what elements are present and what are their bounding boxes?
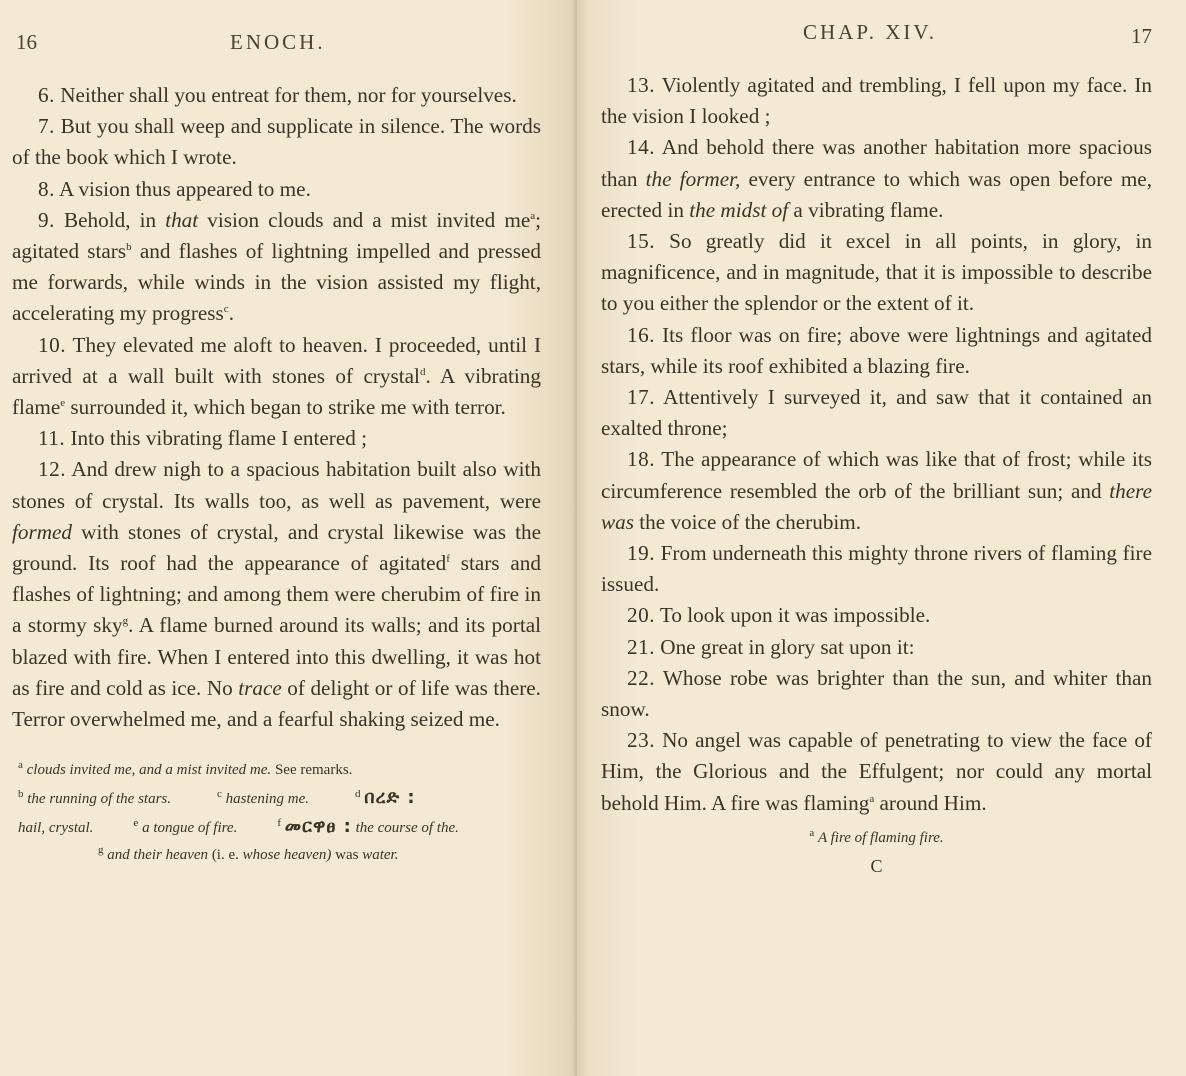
verse-7: 7. But you shall weep and supplicate in silence. The words of the book which I wrote.: [12, 114, 541, 170]
verse-12: 12. And drew nigh to a spacious habitation built also with stones of crystal. Its walls too, as well as pavement, were formed with stones of crystal, and crystal likewise was the ground. Its roof had the appearance of agitated$^f$ stars and flashes of lightning; and among them were cherubim of fire in a stormy sky$^g$. A flame burned around its walls; and its portal blazed with fire. When I entered into this dwelling, it was hot as fire and cold as ice. No trace of delight or of life was there. Terror overwhelmed me, and a fearful shaking seized me.: [12, 457, 541, 732]
verse-9: 9. Behold, in that vision clouds and a mist invited $me^a$; agitated stars$^b$ and flashes of lightning impelled and pressed me forwards, while winds in the vision assisted my flight, accelerating my progress$^c$.: [12, 207, 541, 326]
right-running-head: [601, 20, 1152, 60]
right-page-number: 17: [1131, 24, 1152, 48]
verse-17: 17. Attentively I surveyed it, and saw that it contained an exalted throne;: [601, 385, 1152, 441]
right-page: [577, 0, 1186, 1076]
verse-19: 19. From underneath this mighty throne rivers of flaming fire issued.: [601, 541, 1152, 597]
verse-8: 8. A vision thus appeared to me.: [38, 176, 311, 201]
verse-10: 10. They elevated me aloft to heaven. I proceeded, until I arrived at a wall built with stones of crystal$^d$. A vibrating flame$^e$ surrounded it, which began to strike me with terror.: [12, 332, 541, 420]
footnote-ref-d: d: [419, 365, 426, 378]
verse-16: 16. Its floor was on fire; above were lightnings and agitated stars, while its roof exhibited a blazing fire.: [601, 322, 1152, 378]
ethiopic-word-bared: በረድ :: [364, 787, 416, 809]
left-page: [0, 0, 577, 1076]
verse-21: 21. One great in glory sat upon it:: [627, 634, 915, 659]
right-footnotes: $^a$ A fire of flaming fire.: [809, 826, 944, 846]
footnote-ref-c: c: [223, 303, 229, 316]
footnote-line-1: $^a$ clouds invited me, and a mist invited me. See remarks.: [18, 759, 353, 779]
signature-mark: C: [870, 855, 883, 876]
footnote-line-2: $^b$ the running of the stars. $^c$ hastening me. $^d$ በረድ :: [18, 787, 416, 809]
ethiopic-word-merwase: መርዋፀ :: [284, 816, 352, 838]
verse-23: 23. No angel was capable of penetrating to view the face of Him, the Glorious and the Effulgent; nor could any mortal behold Him. A fire was flaming$^a$ around Him.: [601, 728, 1152, 815]
verse-14: 14. And behold there was another habitation more spacious than the former, every entrance to which was open before me, erected in the midst of a vibrating flame.: [601, 135, 1153, 222]
footnote-ref-e: e: [60, 396, 66, 409]
right-body-text: [601, 70, 1152, 819]
left-body-text: [12, 80, 541, 735]
footnote-ref-a: a: [869, 792, 875, 805]
footnote-ref-a: a: [530, 209, 536, 222]
footnote-ref-g: g: [122, 615, 129, 628]
verse-15: 15. So greatly did it excel in all points, in glory, in magnificence, and in magnitude, that it is impossible to describe to you either the splendor or the extent of it.: [601, 229, 1152, 316]
left-page-number: 16: [16, 30, 37, 54]
verse-11: 11. Into this vibrating flame I entered ;: [38, 426, 368, 451]
left-footnotes: [12, 757, 541, 869]
footnote-ref-b: b: [126, 240, 132, 253]
verse-18: 18. The appearance of which was like that of frost; while its circumference resembled the orb of the brilliant sun; and there was the voice of the cherubim.: [601, 447, 1152, 534]
footnote-line-4: $^g$ and their heaven (i. e. whose heaven) was water.: [98, 844, 399, 864]
left-running-title: ENOCH.: [230, 30, 326, 54]
footnote-ref-f: f: [446, 552, 450, 565]
verse-20: 20. To look upon it was impossible.: [627, 603, 931, 628]
left-running-head: [12, 26, 541, 66]
footnote-line-3: hail, crystal. $^e$ a tongue of fire. $^f$ መርዋፀ : the course of the.: [18, 816, 459, 838]
verse-6: 6. Neither shall you entreat for them, nor for yourselves.: [38, 83, 517, 107]
right-running-title: CHAP. XIV.: [803, 20, 938, 44]
verse-13: 13. Violently agitated and trembling, I fell upon my face. In the vision I looked ;: [601, 73, 1152, 129]
verse-22: 22. Whose robe was brighter than the sun, and whiter than snow.: [601, 665, 1152, 722]
